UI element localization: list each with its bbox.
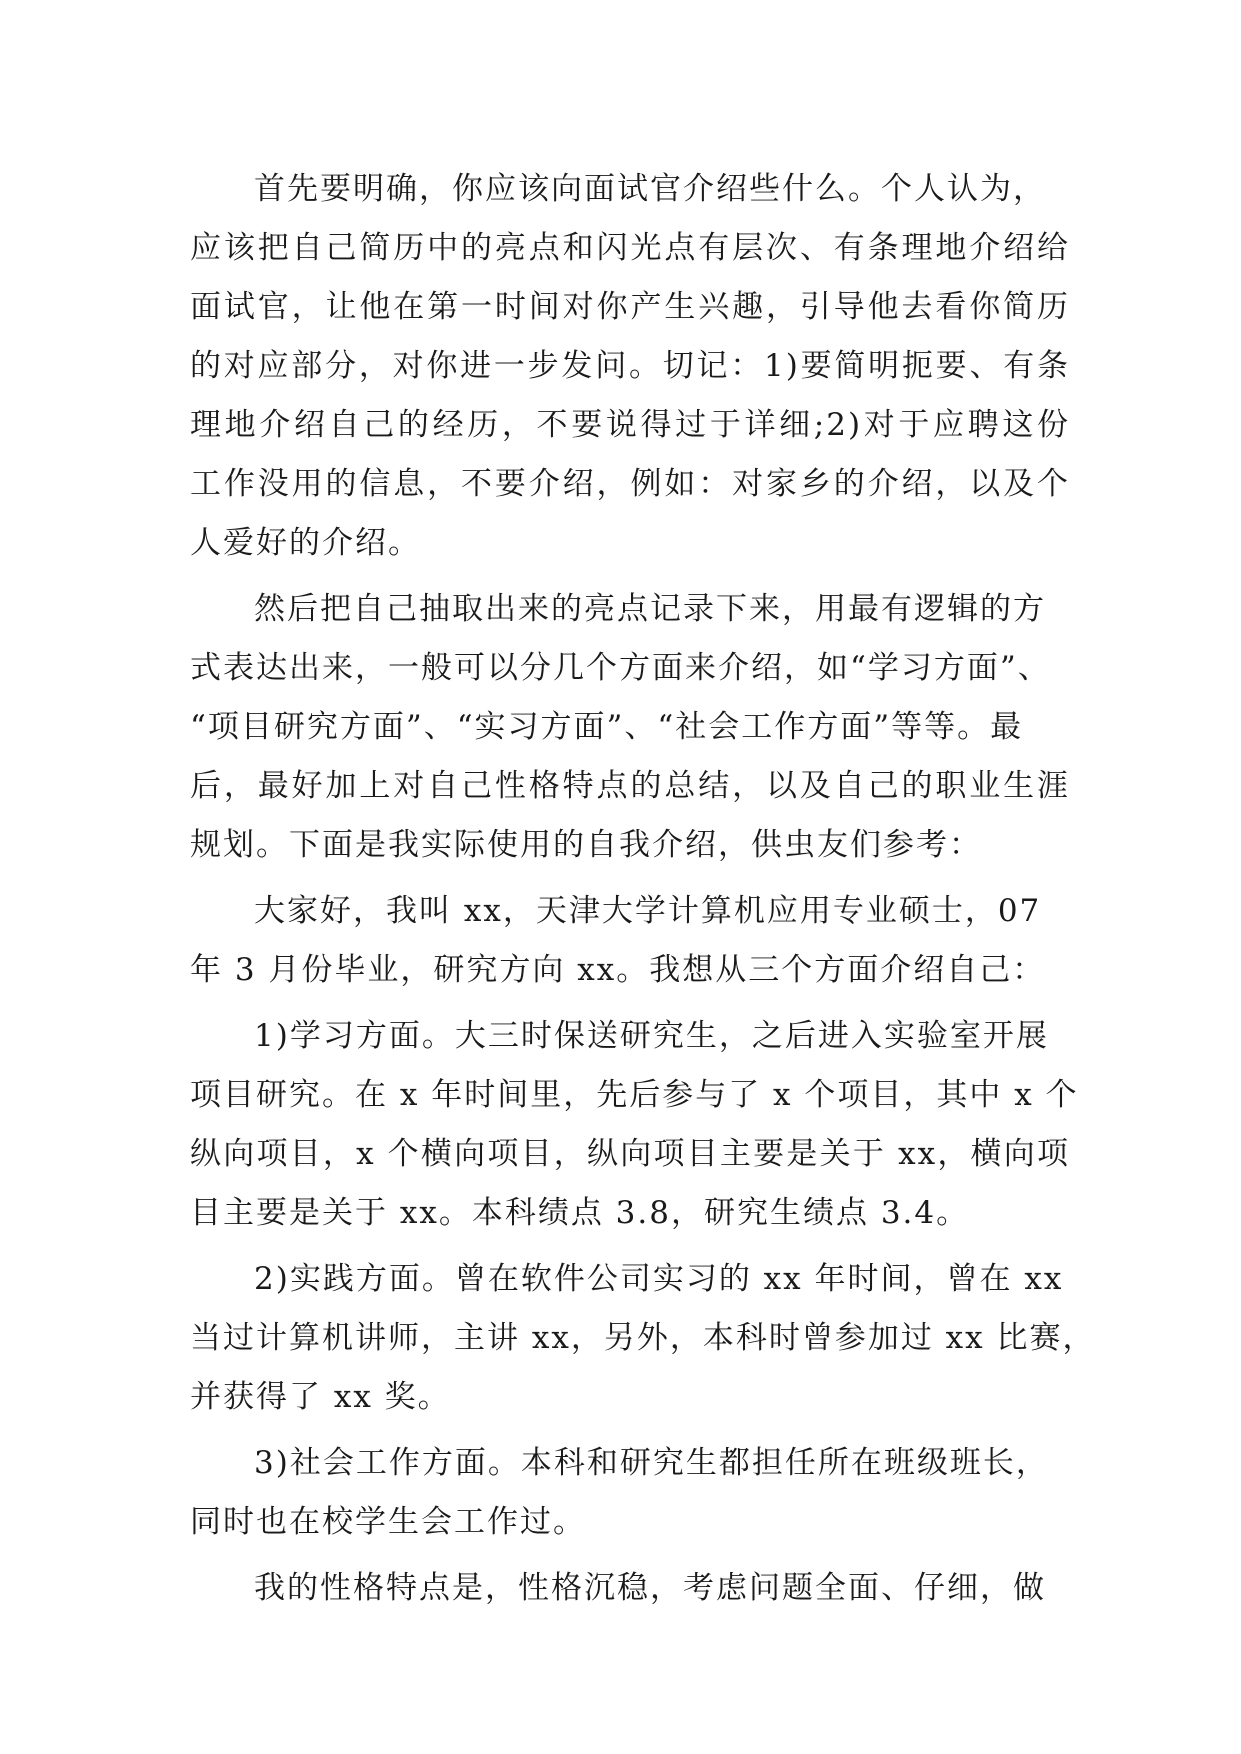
paragraph-line: 年 3 月份毕业，研究方向 xx。我想从三个方面介绍自己： bbox=[190, 952, 1046, 988]
document-body bbox=[190, 160, 1096, 1618]
paragraph-line: 应该把自己简历中的亮点和闪光点有层次、有条理地介绍给 bbox=[190, 230, 1070, 266]
paragraph-line: 我的性格特点是，性格沉稳，考虑问题全面、仔细，做 bbox=[254, 1570, 1046, 1606]
paragraph-line: 3)社会工作方面。本科和研究生都担任所在班级班长， bbox=[254, 1445, 1049, 1481]
paragraph-line: 理地介绍自己的经历，不要说得过于详细;2)对于应聘这份 bbox=[190, 407, 1070, 443]
paragraph-line: 规划。下面是我实际使用的自我介绍，供虫友们参考： bbox=[190, 827, 982, 863]
paragraph-line: 后，最好加上对自己性格特点的总结，以及自己的职业生涯 bbox=[190, 768, 1070, 804]
paragraph-line: 然后把自己抽取出来的亮点记录下来，用最有逻辑的方 bbox=[254, 591, 1046, 627]
paragraph bbox=[190, 1559, 1070, 1618]
paragraph-line: 2)实践方面。曾在软件公司实习的 xx 年时间，曾在 xx bbox=[254, 1261, 1064, 1297]
paragraph-line: 纵向项目，x 个横向项目，纵向项目主要是关于 xx，横向项 bbox=[190, 1136, 1070, 1172]
paragraph bbox=[190, 580, 1070, 875]
paragraph-line: 人爱好的介绍。 bbox=[190, 525, 421, 561]
paragraph-line: 面试官，让他在第一时间对你产生兴趣，引导他去看你简历 bbox=[190, 289, 1070, 325]
paragraph-line: 工作没用的信息，不要介绍，例如：对家乡的介绍，以及个 bbox=[190, 466, 1070, 502]
paragraph bbox=[190, 882, 1070, 1000]
paragraph-line: 当过计算机讲师，主讲 xx，另外，本科时曾参加过 xx 比赛， bbox=[190, 1320, 1096, 1356]
paragraph-line: 同时也在校学生会工作过。 bbox=[190, 1504, 586, 1540]
paragraph bbox=[190, 1434, 1070, 1552]
paragraph bbox=[190, 160, 1070, 573]
paragraph-line: 并获得了 xx 奖。 bbox=[190, 1379, 451, 1415]
paragraph-line: 大家好，我叫 xx，天津大学计算机应用专业硕士，07 bbox=[254, 893, 1042, 929]
paragraph-line: 1)学习方面。大三时保送研究生，之后进入实验室开展 bbox=[254, 1018, 1049, 1054]
paragraph-line: “项目研究方面”、“实习方面”、“社会工作方面”等等。最 bbox=[190, 709, 1024, 745]
paragraph-line: 的对应部分，对你进一步发问。切记：1)要简明扼要、有条 bbox=[190, 348, 1070, 384]
paragraph-line: 式表达出来，一般可以分几个方面来介绍，如“学习方面”、 bbox=[190, 650, 1051, 686]
paragraph-line: 项目研究。在 x 年时间里，先后参与了 x 个项目，其中 x 个 bbox=[190, 1077, 1079, 1113]
paragraph bbox=[190, 1007, 1079, 1243]
paragraph-line: 首先要明确，你应该向面试官介绍些什么。个人认为， bbox=[254, 171, 1046, 207]
paragraph bbox=[190, 1250, 1096, 1427]
paragraph-line: 目主要是关于 xx。本科绩点 3.8，研究生绩点 3.4。 bbox=[190, 1195, 970, 1231]
